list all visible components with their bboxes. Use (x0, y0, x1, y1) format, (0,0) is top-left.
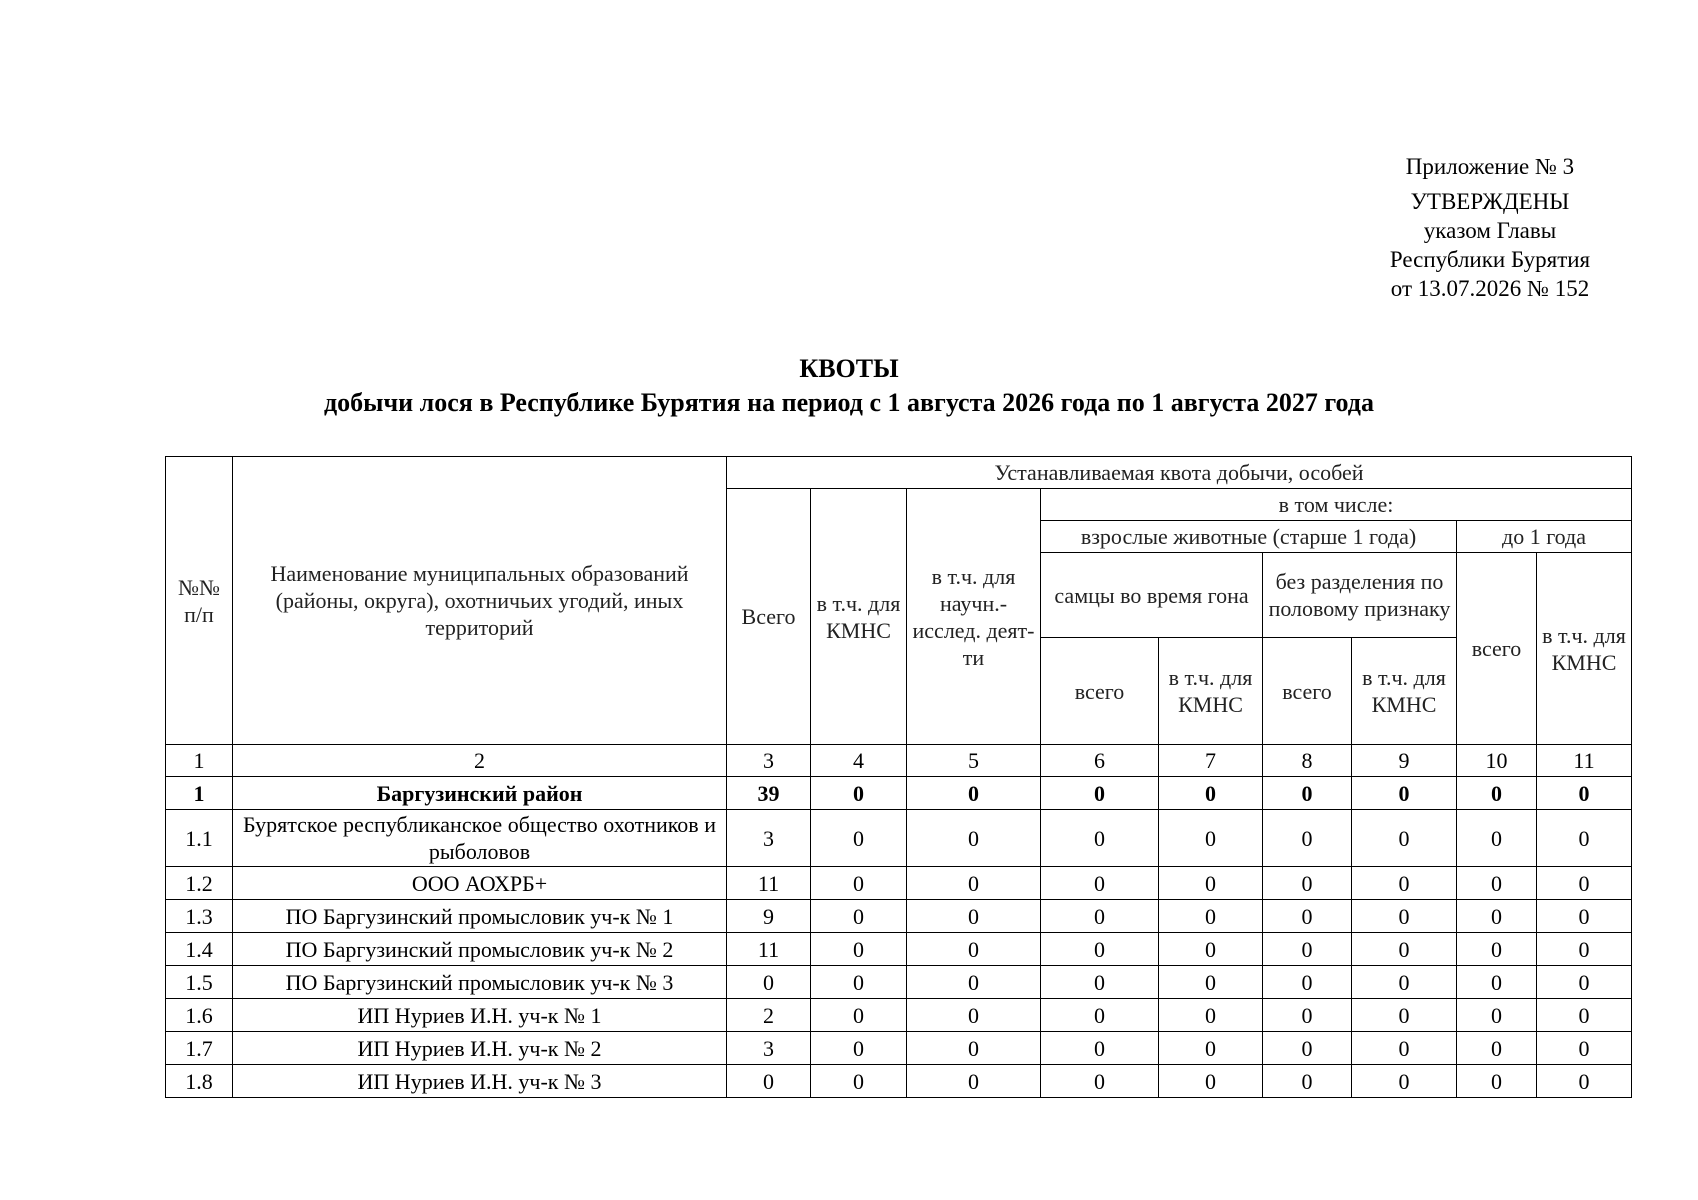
table-row (166, 966, 1632, 999)
row-value: 0 (1263, 810, 1352, 867)
header-nosex-total: всего (1263, 638, 1352, 745)
header-males-total: всего (1041, 638, 1159, 745)
row-value: 0 (1457, 999, 1537, 1032)
row-value: 0 (1263, 867, 1352, 900)
row-value: 0 (1159, 867, 1263, 900)
document-title (0, 352, 1698, 420)
row-num: 1.8 (166, 1065, 233, 1098)
row-name: ПО Баргузинский промысловик уч-к № 1 (233, 900, 727, 933)
row-name: ПО Баргузинский промысловик уч-к № 3 (233, 966, 727, 999)
row-value: 0 (1537, 777, 1632, 810)
table-row (166, 810, 1632, 867)
row-value: 0 (1041, 966, 1159, 999)
row-value: 0 (1537, 1032, 1632, 1065)
column-number: 3 (727, 745, 811, 777)
row-value: 0 (1352, 900, 1457, 933)
header-nosex-kmns: в т.ч. для КМНС (1352, 638, 1457, 745)
header-quota-group: Устанавливаемая квота добычи, особей (727, 457, 1632, 489)
table-row-district (166, 777, 1632, 810)
header-adults: взрослые животные (старше 1 года) (1041, 521, 1457, 553)
header-including: в том числе: (1041, 489, 1632, 521)
row-value: 0 (1457, 966, 1537, 999)
table-row (166, 999, 1632, 1032)
title-main: КВОТЫ (799, 354, 899, 383)
row-num: 1.6 (166, 999, 233, 1032)
header-num: №№ п/п (166, 457, 233, 745)
row-value: 0 (1041, 999, 1159, 1032)
row-value: 0 (811, 966, 907, 999)
table-row (166, 867, 1632, 900)
row-value: 0 (1041, 1065, 1159, 1098)
row-name: ИП Нуриев И.Н. уч-к № 1 (233, 999, 727, 1032)
row-value: 0 (1263, 1065, 1352, 1098)
row-value: 0 (811, 1065, 907, 1098)
table-row (166, 1032, 1632, 1065)
row-num: 1 (166, 777, 233, 810)
row-value: 0 (1263, 999, 1352, 1032)
column-number: 4 (811, 745, 907, 777)
row-value: 0 (811, 900, 907, 933)
row-value: 0 (1263, 777, 1352, 810)
row-value: 0 (1537, 966, 1632, 999)
row-value: 0 (1537, 867, 1632, 900)
row-num: 1.1 (166, 810, 233, 867)
row-value: 0 (907, 867, 1041, 900)
row-value: 0 (1352, 810, 1457, 867)
row-name: ИП Нуриев И.Н. уч-к № 3 (233, 1065, 727, 1098)
column-numbers-row (166, 745, 1632, 777)
row-value: 0 (1537, 999, 1632, 1032)
row-value: 0 (1352, 777, 1457, 810)
decree-date: от 13.07.2026 № 152 (1390, 276, 1590, 301)
quota-table (165, 456, 1632, 1098)
row-value: 0 (1263, 966, 1352, 999)
column-number: 2 (233, 745, 727, 777)
row-value: 0 (1352, 867, 1457, 900)
header-under1-kmns: в т.ч. для КМНС (1537, 553, 1632, 745)
row-value: 0 (811, 933, 907, 966)
row-value: 0 (1159, 933, 1263, 966)
table-row (166, 933, 1632, 966)
row-value: 0 (1041, 810, 1159, 867)
column-number: 5 (907, 745, 1041, 777)
row-value: 0 (1352, 933, 1457, 966)
column-number: 9 (1352, 745, 1457, 777)
row-value: 0 (1159, 1032, 1263, 1065)
approved-label: УТВЕРЖДЕНЫ (1410, 189, 1570, 214)
column-number: 1 (166, 745, 233, 777)
row-value: 0 (727, 966, 811, 999)
row-value: 0 (1041, 1032, 1159, 1065)
row-value: 2 (727, 999, 811, 1032)
column-number: 6 (1041, 745, 1159, 777)
row-value: 0 (1159, 999, 1263, 1032)
row-value: 0 (1159, 1065, 1263, 1098)
row-value: 0 (907, 1065, 1041, 1098)
row-value: 0 (811, 1032, 907, 1065)
row-num: 1.4 (166, 933, 233, 966)
row-value: 9 (727, 900, 811, 933)
column-number: 7 (1159, 745, 1263, 777)
header-males-kmns: в т.ч. для КМНС (1159, 638, 1263, 745)
appendix-number: Приложение № 3 (1405, 154, 1575, 179)
row-value: 0 (1352, 1032, 1457, 1065)
table-row (166, 900, 1632, 933)
row-value: 0 (811, 999, 907, 1032)
row-value: 0 (811, 867, 907, 900)
header-total: Всего (727, 489, 811, 745)
table-row (166, 1065, 1632, 1098)
header-under1-total: всего (1457, 553, 1537, 745)
row-num: 1.2 (166, 867, 233, 900)
row-name: Бурятское республиканское общество охотников и рыболовов (233, 810, 727, 867)
row-value: 0 (1041, 777, 1159, 810)
row-value: 0 (1263, 933, 1352, 966)
column-number: 8 (1263, 745, 1352, 777)
row-value: 0 (1159, 900, 1263, 933)
appendix-block (1310, 152, 1670, 303)
row-value: 0 (1537, 933, 1632, 966)
row-value: 0 (907, 966, 1041, 999)
row-name: Баргузинский район (233, 777, 727, 810)
row-value: 0 (907, 933, 1041, 966)
row-value: 0 (1263, 1032, 1352, 1065)
row-name: ИП Нуриев И.Н. уч-к № 2 (233, 1032, 727, 1065)
row-value: 0 (1041, 933, 1159, 966)
row-value: 39 (727, 777, 811, 810)
row-value: 0 (1457, 900, 1537, 933)
row-value: 0 (907, 900, 1041, 933)
row-value: 0 (811, 777, 907, 810)
row-name: ПО Баргузинский промысловик уч-к № 2 (233, 933, 727, 966)
row-value: 0 (1352, 966, 1457, 999)
title-subtitle: добычи лося в Республике Бурятия на период с 1 августа 2026 года по 1 августа 2027 года (324, 388, 1374, 417)
row-value: 0 (1263, 900, 1352, 933)
row-value: 0 (811, 810, 907, 867)
header-under1: до 1 года (1457, 521, 1632, 553)
row-value: 3 (727, 810, 811, 867)
row-value: 0 (1159, 810, 1263, 867)
row-value: 0 (1457, 810, 1537, 867)
row-value: 0 (1457, 867, 1537, 900)
row-value: 0 (1041, 900, 1159, 933)
row-value: 0 (907, 810, 1041, 867)
column-number: 10 (1457, 745, 1537, 777)
row-value: 0 (1537, 900, 1632, 933)
header-kmns: в т.ч. для КМНС (811, 489, 907, 745)
decree-label: указом Главы (1423, 218, 1557, 243)
row-name: ООО АОХРБ+ (233, 867, 727, 900)
row-value: 0 (907, 777, 1041, 810)
row-value: 0 (1352, 1065, 1457, 1098)
header-no-sex: без разделения по половому признаку (1263, 553, 1457, 638)
row-value: 0 (1537, 1065, 1632, 1098)
row-value: 11 (727, 867, 811, 900)
row-value: 0 (1457, 933, 1537, 966)
row-value: 0 (1159, 777, 1263, 810)
row-num: 1.5 (166, 966, 233, 999)
row-value: 0 (1352, 999, 1457, 1032)
row-value: 0 (1457, 1032, 1537, 1065)
header-science: в т.ч. для научн.-исслед. деят-ти (907, 489, 1041, 745)
row-value: 0 (1457, 1065, 1537, 1098)
row-value: 0 (1537, 810, 1632, 867)
row-num: 1.3 (166, 900, 233, 933)
row-value: 0 (907, 999, 1041, 1032)
row-value: 0 (727, 1065, 811, 1098)
row-value: 11 (727, 933, 811, 966)
header-males-rut: самцы во время гона (1041, 553, 1263, 638)
column-number: 11 (1537, 745, 1632, 777)
row-value: 0 (1457, 777, 1537, 810)
row-value: 3 (727, 1032, 811, 1065)
header-name: Наименование муниципальных образований (районы, округа), охотничьих угодий, иных территорий (233, 457, 727, 745)
region-label: Республики Бурятия (1389, 247, 1591, 272)
row-value: 0 (907, 1032, 1041, 1065)
row-value: 0 (1159, 966, 1263, 999)
row-num: 1.7 (166, 1032, 233, 1065)
row-value: 0 (1041, 867, 1159, 900)
